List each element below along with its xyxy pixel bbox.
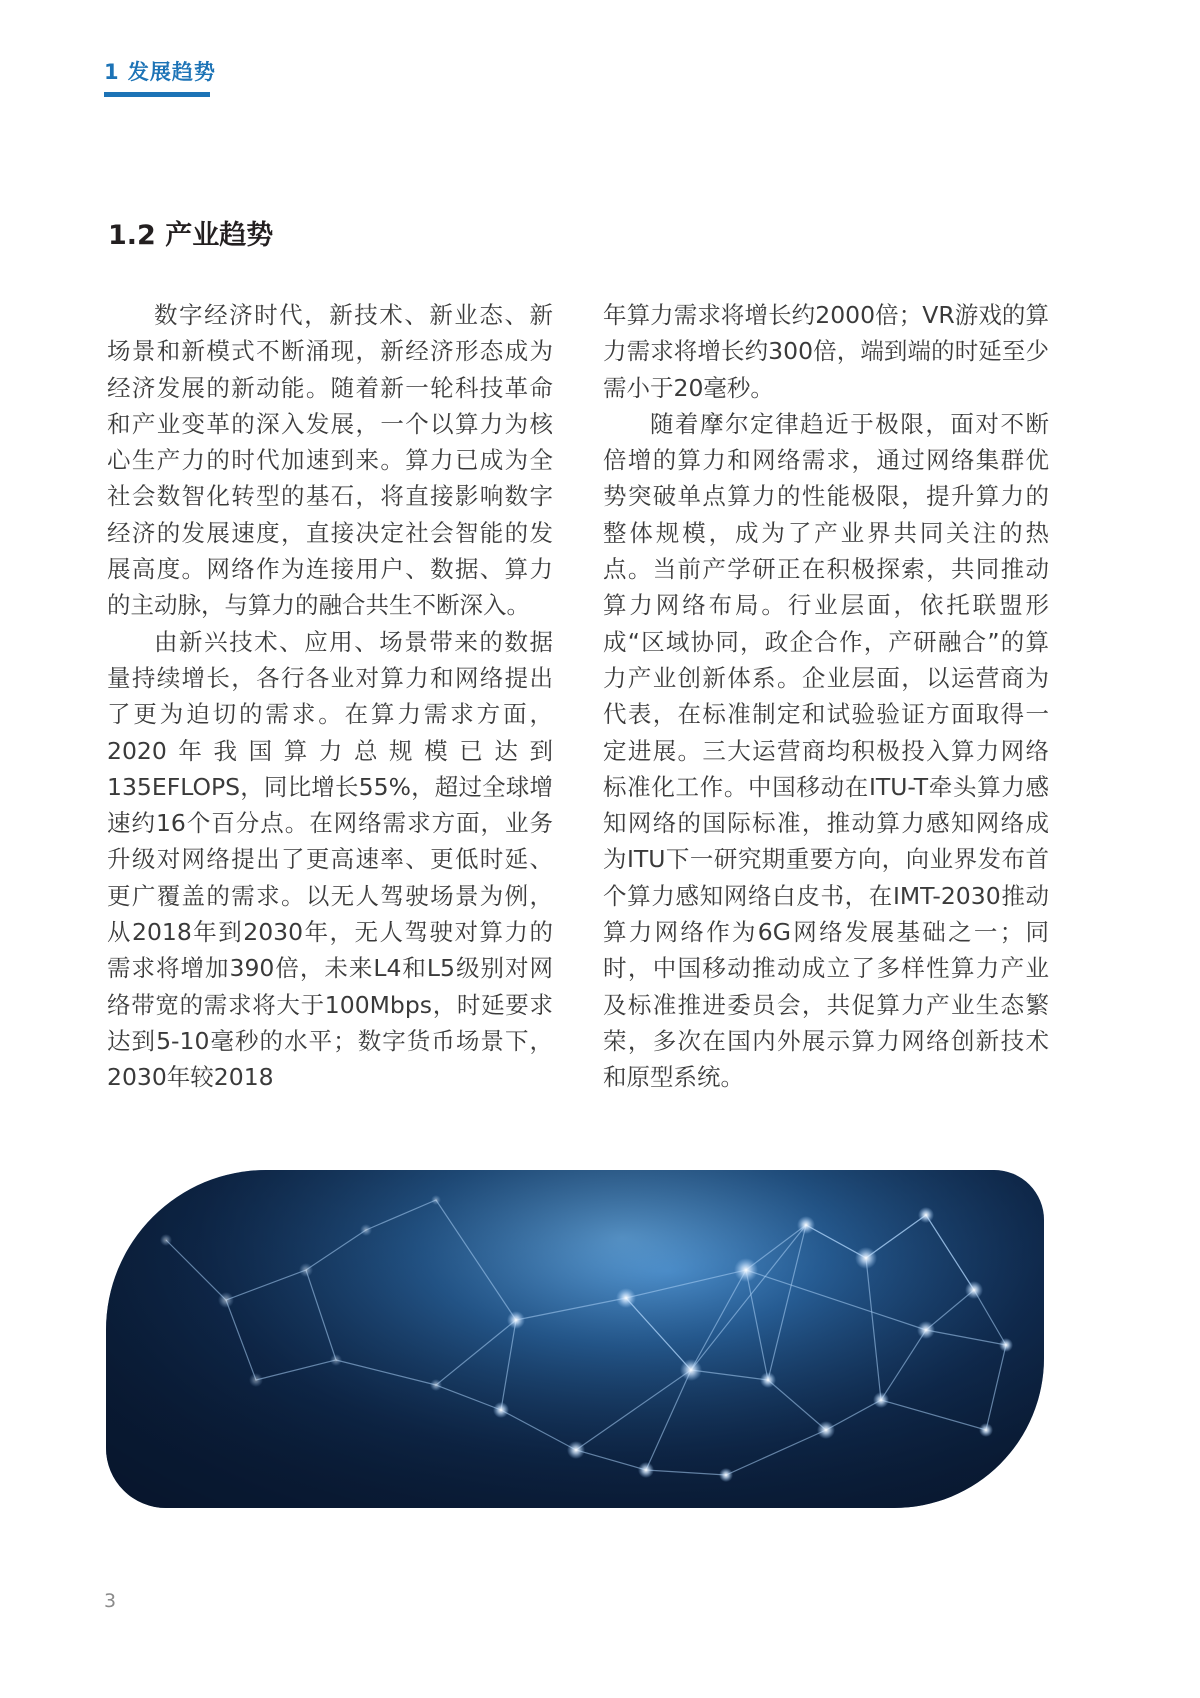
paragraph: 随着摩尔定律趋近于极限，面对不断倍增的算力和网络需求，通过网络集群优势突破单点算力的性能极限，提升算力的整体规模，成为了产业界共同关注的热点。当前产学研正在积极探索，共同推动算力网络布局。行业层面，依托联盟形成“区域协同，政企合作，产研融合”的算力产业创新体系。企业层面，以运营商为代表，在标准制定和试验验证方面取得一定进展。三大运营商均积极投入算力网络标准化工作。中国移动在ITU-T牵头算力感知网络的国际标准，推动算力感知网络成为ITU下一研究期重要方向，向业界发布首个算力感知网络白皮书，在IMT-2030推动算力网络作为6G网络发展基础之一；同时，中国移动推动成立了多样性算力产业及标准推进委员会，共促算力产业生态繁荣，多次在国内外展示算力网络创新技术和原型系统。 — [603, 409, 1049, 1092]
chapter-label: 1 发展趋势 — [104, 60, 216, 84]
paragraph: 年算力需求将增长约2000倍；VR游戏的算力需求将增长约300倍，端到端的时延至少需小于20毫秒。 — [603, 301, 1049, 402]
chapter-underline — [104, 92, 210, 97]
network-graphic — [106, 1170, 1044, 1508]
network-image — [106, 1170, 1044, 1508]
section-title: 1.2 产业趋势 — [108, 220, 274, 251]
left-column — [107, 297, 553, 1096]
paragraph: 由新兴技术、应用、场景带来的数据量持续增长，各行各业对算力和网络提出了更为迫切的需求。在算力需求方面，2020年我国算力总规模已达到135EFLOPS，同比增长55%，超过全球增速约16个百分点。在网络需求方面，业务升级对网络提出了更高速率、更低时延、更广覆盖的需求。以无人驾驶场景为例，从2018年到2030年，无人驾驶对算力的需求将增加390倍，未来L4和L5级别对网络带宽的需求将大于100Mbps，时延要求达到5-10毫秒的水平；数字货币场景下，2030年较2018 — [107, 627, 553, 1092]
right-column — [603, 297, 1049, 1096]
page-number: 3 — [104, 1590, 117, 1612]
paragraph: 数字经济时代，新技术、新业态、新场景和新模式不断涌现，新经济形态成为经济发展的新动能。随着新一轮科技革命和产业变革的深入发展，一个以算力为核心生产力的时代加速到来。算力已成为全社会数智化转型的基石，将直接影响数字经济的发展速度，直接决定社会智能的发展高度。网络作为连接用户、数据、算力的主动脉，与算力的融合共生不断深入。 — [107, 301, 553, 620]
